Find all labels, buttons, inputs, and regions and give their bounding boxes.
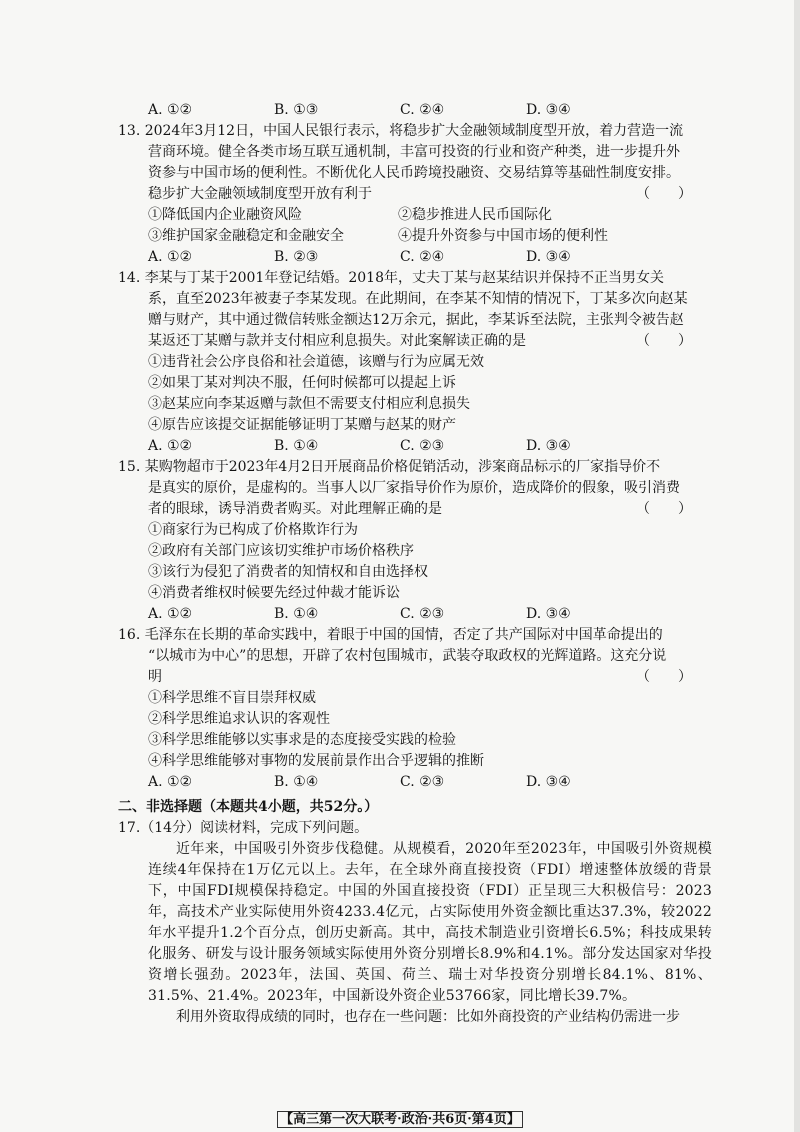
option-d: D. ③④ [526,102,571,118]
option-b: B. ①④ [274,774,319,790]
q13-stem-line4 [118,184,712,205]
option-a: A. ①② [148,606,193,622]
q13-stem-line2: 营商环境。健全各类市场互联互通机制，丰富可投资的行业和资产种类，进一步提升外 [148,144,680,160]
q13-items-row2 [118,226,712,247]
option-d: D. ③④ [526,774,571,790]
option-a: A. ①② [148,102,193,118]
option-d: D. ③④ [526,606,571,622]
q12-options [118,100,712,121]
option-c: C. ②④ [400,249,445,265]
page-footer [0,1108,800,1127]
question-15 [118,457,712,625]
q16-stem-line2: “以城市为中心”的思想，开辟了农村包围城市，武装夺取政权的光辉道路。这充分说 [148,648,667,664]
footer-text: 【高三第一次大联考·政治·共6页·第4页】 [277,1111,523,1128]
q17-material-paragraph-1: 近年来，中国吸引外资步伐稳健。从规模看，2020年至2023年，中国吸引外资规模连续4年保持在1万亿元以上。去年，在全球外商直接投资（FDI）增速整体放缓的背景下，中国FDI规模保持稳定。中国的外国直接投资（FDI）正呈现三大积极信号：2023年，高技术产业实际使用外资4233.4亿元，占实际使用外资金额比重达37.3%，较2022年水平提升1.2个百分点，创历史新高。其中，高技术制造业引资增长6.5%；科技成果转化服务、研发与设计服务领域实际使用外资分别增长8.9%和4.1%。部分发达国家对华投资增长强劲。2023年，法国、英国、荷兰、瑞士对华投资分别增长84.1%、81%、31.5%、21.4%。2023年，中国新设外资企业53766家，同比增长39.7%。 [148,841,712,1004]
question-17 [118,818,712,1028]
q16-stem-text: 明 [148,669,162,685]
q14-options [118,436,712,457]
q14-item-3: ③赵某应向李某返赠与款但不需要支付相应利息损失 [148,396,470,412]
question-13 [118,121,712,268]
q16-item-3: ③科学思维能够以实事求是的态度接受实践的检验 [148,732,456,748]
q16-item-1: ①科学思维不盲目崇拜权威 [148,690,316,706]
option-b: B. ②③ [274,249,319,265]
section-heading: 二、非选择题（本题共4小题，共52分。） [118,799,379,815]
option-b: B. ①④ [274,438,319,454]
q14-stem-line1: 14. 李某与丁某于2001年登记结婚。2018年，丈夫丁某与赵某结识并保持不正当男女关 [118,270,664,286]
q15-stem-line1: 15. 某购物超市于2023年4月2日开展商品价格促销活动，涉案商品标示的厂家指导价不 [118,459,661,475]
q13-items-row1 [118,205,712,226]
q13-options [118,247,712,268]
answer-paren: （ ） [636,186,692,202]
q16-item-2: ②科学思维追求认识的客观性 [148,711,330,727]
q13-item-4: ④提升外资参与中国市场的便利性 [398,228,608,244]
q13-item-2: ②稳步推进人民币国际化 [398,207,552,223]
option-d: D. ③④ [526,249,571,265]
q15-item-3: ③该行为侵犯了消费者的知情权和自由选择权 [148,564,428,580]
answer-paren: （ ） [636,669,692,685]
q16-stem-line1: 16. 毛泽东在长期的革命实践中，着眼于中国的国情，否定了共产国际对中国革命提出的 [118,627,663,643]
q17-material-paragraph-2: 利用外资取得成绩的同时，也存在一些问题：比如外商投资的产业结构仍需进一步 [176,1009,680,1025]
q14-stem-text: 某返还丁某赠与款并支付相应利息损失。对此案解读正确的是 [148,333,526,349]
q13-item-1: ①降低国内企业融资风险 [148,207,302,223]
q16-stem-line3 [118,667,712,688]
q13-stem-line3: 资参与中国市场的便利性。不断优化人民币跨境投融资、交易结算等基础性制度安排。 [148,165,680,181]
q17-heading: 17.（14分）阅读材料，完成下列问题。 [118,820,369,836]
q14-stem-line4 [118,331,712,352]
option-d: D. ③④ [526,438,571,454]
q16-item-4: ④科学思维能够对事物的发展前景作出合乎逻辑的推断 [148,753,484,769]
q15-stem-line2: 是真实的原价，是虚构的。当事人以厂家指导价作为原价，造成降价的假象，吸引消费 [148,480,680,496]
q14-item-1: ①违背社会公序良俗和社会道德，该赠与行为应属无效 [148,354,484,370]
q15-item-1: ①商家行为已构成了价格欺诈行为 [148,522,358,538]
q15-item-4: ④消费者维权时候要先经过仲裁才能诉讼 [148,585,400,601]
q14-stem-line2: 系，直至2023年被妻子李某发现。在此期间，在李某不知情的情况下，丁某多次向赵某 [148,291,688,307]
q15-stem-text: 者的眼球，诱导消费者购买。对此理解正确的是 [148,501,442,517]
scan-edge [794,0,800,1132]
q15-stem-line3 [118,499,712,520]
q14-item-4: ④原告应该提交证据能够证明丁某赠与赵某的财产 [148,417,456,433]
option-a: A. ①② [148,249,193,265]
q13-item-3: ③维护国家金融稳定和金融安全 [148,228,344,244]
q14-item-2: ②如果丁某对判决不服，任何时候都可以提起上诉 [148,375,456,391]
question-14 [118,268,712,457]
q15-item-2: ②政府有关部门应该切实维护市场价格秩序 [148,543,414,559]
option-c: C. ②③ [400,606,445,622]
option-c: C. ②③ [400,774,445,790]
q15-options [118,604,712,625]
q14-stem-line3: 赠与财产，其中通过微信转账金额达12万余元，据此，李某诉至法院，主张判令被告赵 [148,312,684,328]
exam-page [118,100,712,1028]
option-b: B. ①④ [274,606,319,622]
question-16 [118,625,712,793]
answer-paren: （ ） [636,501,692,517]
option-c: C. ②③ [400,438,445,454]
option-c: C. ②④ [400,102,445,118]
option-a: A. ①② [148,438,193,454]
q13-stem-text: 稳步扩大金融领域制度型开放有利于 [148,186,372,202]
option-b: B. ①③ [274,102,319,118]
q13-stem-line1: 13. 2024年3月12日，中国人民银行表示，将稳步扩大金融领域制度型开放，着力营造一流 [118,123,684,139]
option-a: A. ①② [148,774,193,790]
q16-options [118,772,712,793]
answer-paren: （ ） [636,333,692,349]
